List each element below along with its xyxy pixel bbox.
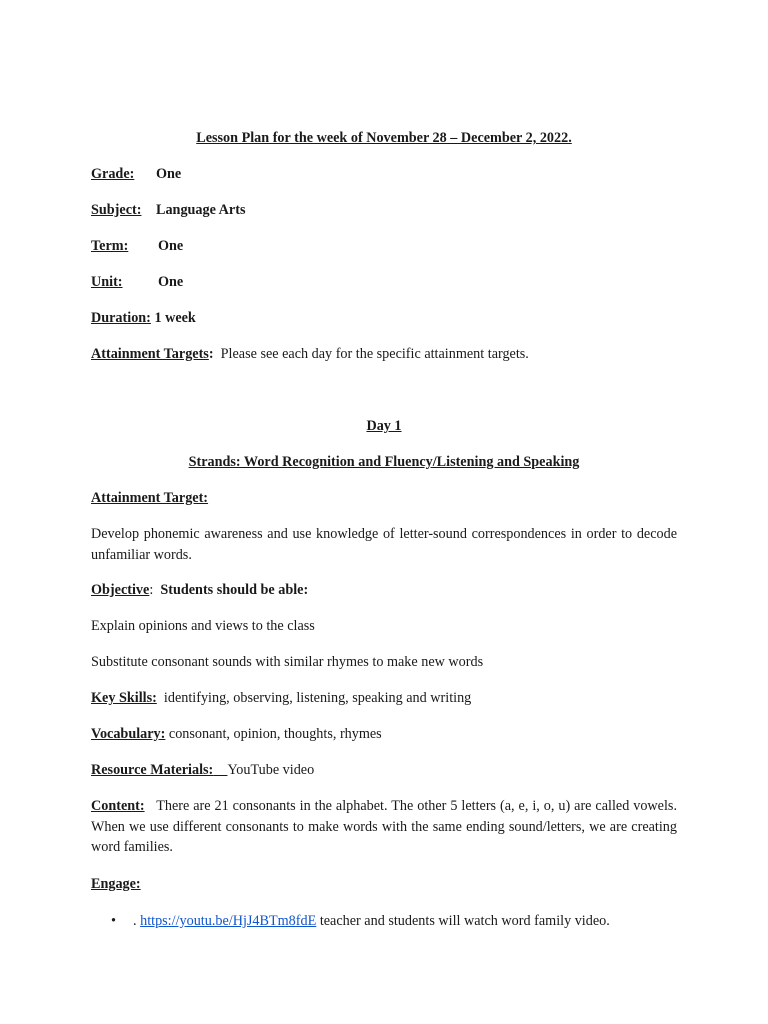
document-title: Lesson Plan for the week of November 28 – December 2, 2022. [196,130,572,146]
key-skills-value: identifying, observing, listening, speaking and writing [163,690,472,706]
key-skills-row [91,689,471,707]
objective-label: Objective [91,582,150,598]
term-label: Term: [91,238,129,254]
unit-value: One [158,274,184,290]
engage-text: teacher and students will watch word family video. [319,913,610,929]
resource-materials-value: YouTube video [227,762,315,778]
day-heading: Day 1 [366,418,402,434]
bullet-icon: • [111,913,116,929]
attainment-target-heading: Attainment Target: [91,490,209,506]
attainment-targets-label: Attainment Targets [91,346,209,362]
document-page: Lesson Plan for the week of November 28 – December 2, 2022. Grade: One Subject: Language Arts Term: One Unit: One Duration: 1 week Attainment Targets: Please see each day for the specific attainment targets. Day 1 Strands: Word Recognition and Fluency/Listening and Speaking Attainment Target: Develop phonemic awareness and use knowledge of letter-sound correspondences in order to decode unfamiliar words. Objective: Students should be able: Explain opinions and views to the class Substitute consonant sounds with similar rhymes to make new words Key Skills: identifying, observing, listening, speaking and writing Vocabulary: consonant, opinion, thoughts, rhymes Resource Materials: YouTube video Content: There are 21 consonants in the alphabet. The other 5 letters (a, e, i, o, u) are called vowels. When we use different consonants to make words with the same ending sound/letters, we are creating word families. Engage: • . https://youtu.be/HjJ4BTm8fdE teacher and students will watch word family video. [0,0,768,1024]
resource-materials-row [91,761,314,779]
subject-label: Subject: [91,202,142,218]
duration-row [91,309,196,327]
unit-label: Unit: [91,274,123,290]
objective-row: Objective: Students should be able: [91,582,309,598]
content-text: There are 21 consonants in the alphabet. The other 5 letters (a, e, i, o, u) are called vowels. When we use different consonants to make words with the same ending sound/letters, we are creating word families. [91,798,677,855]
attainment-targets-value: Please see each day for the specific attainment targets. [220,346,529,362]
key-skills-label: Key Skills: [91,690,157,706]
term-value: One [158,238,184,254]
objective-item: Substitute consonant sounds with similar rhymes to make new words [91,654,484,670]
vocabulary-label: Vocabulary: [91,726,166,742]
strands-heading: Strands: Word Recognition and Fluency/Listening and Speaking [188,454,580,470]
duration-label: Duration: [91,310,151,326]
youtube-video-link[interactable]: https://youtu.be/HjJ4BTm8fdE [140,913,317,929]
vocabulary-row [91,725,382,743]
vocabulary-value: consonant, opinion, thoughts, rhymes [168,726,382,742]
subject-value: Language Arts [156,202,246,218]
objective-value: Students should be able: [160,582,309,598]
objective-item: Explain opinions and views to the class [91,618,315,634]
resource-materials-label: Resource Materials: [91,762,214,778]
content-label: Content: [91,798,145,814]
subject-row [91,201,246,219]
unit-row [91,273,184,291]
grade-value: One [156,166,182,182]
grade-label: Grade: [91,166,135,182]
engage-heading: Engage: [91,876,141,892]
grade-row [91,165,182,183]
attainment-targets-row: Attainment Targets: Please see each day for the specific attainment targets. [91,346,529,362]
content-paragraph [91,796,677,858]
duration-value: 1 week [154,310,196,326]
term-row [91,237,184,255]
attainment-target-text: Develop phonemic awareness and use knowledge of letter-sound correspondences in order to decode unfamiliar words. [91,526,677,563]
